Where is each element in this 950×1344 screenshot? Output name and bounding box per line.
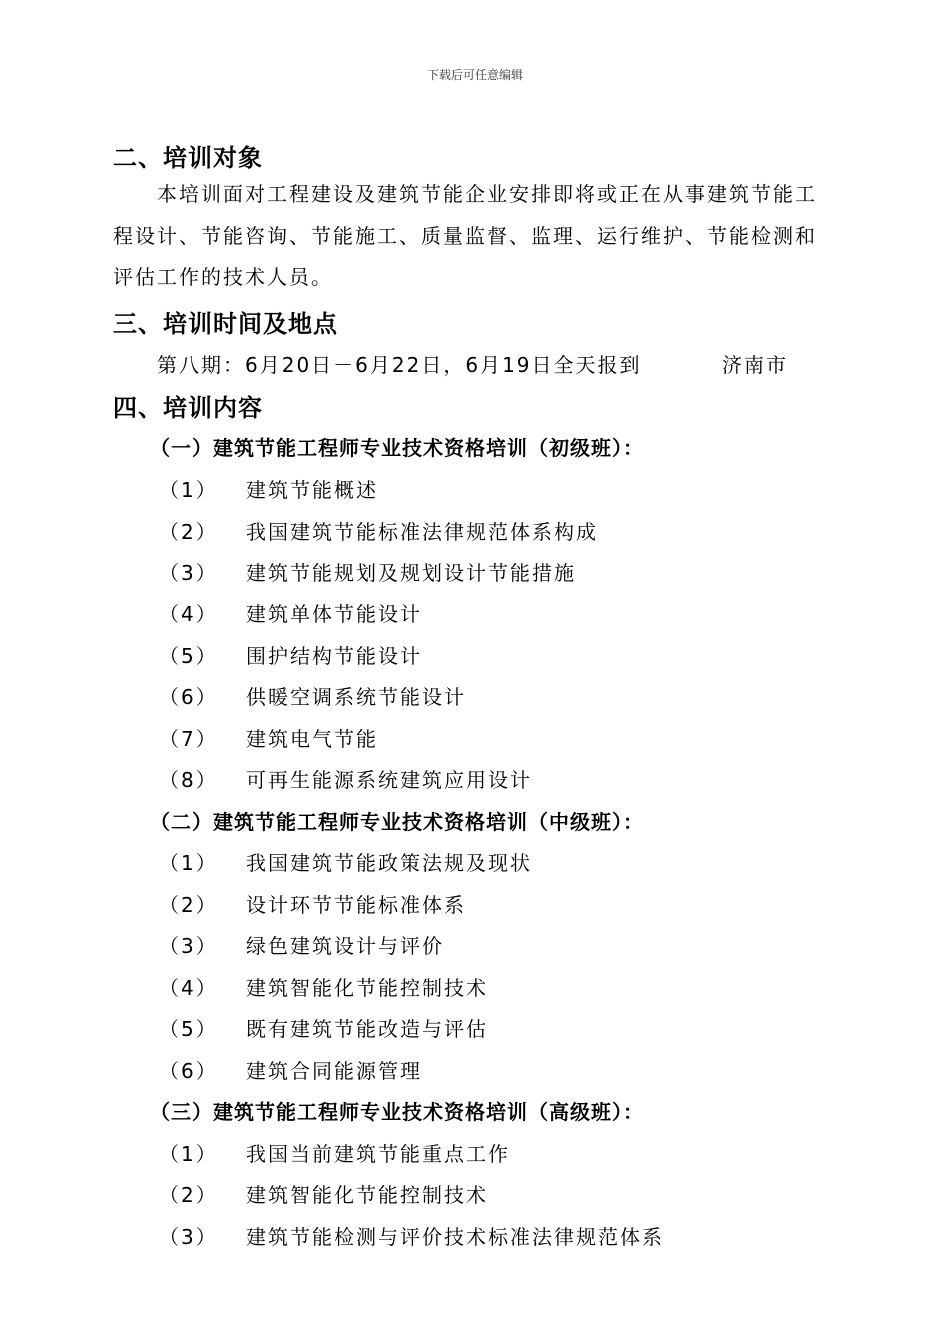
item-text: 绿色建筑设计与评价	[246, 934, 444, 958]
item-text: 我国建筑节能政策法规及现状	[246, 851, 532, 875]
item-text: 建筑合同能源管理	[246, 1059, 422, 1083]
item-text: 可再生能源系统建筑应用设计	[246, 768, 532, 792]
item-number: （7）	[159, 727, 218, 751]
item-number: （2）	[159, 1183, 218, 1207]
schedule-text: 第八期：6月20日－6月22日，6月19日全天报到	[157, 353, 642, 377]
location-text: 济南市	[722, 353, 788, 377]
section-2-heading: 二、培训对象	[113, 144, 263, 172]
header-note: 下载后可任意编辑	[426, 68, 523, 82]
item-number: （8）	[159, 768, 218, 792]
group-title: （三）建筑节能工程师专业技术资格培训（高级班）：	[150, 1100, 644, 1124]
item-number: （3）	[159, 1225, 218, 1249]
item-text: 建筑节能概述	[246, 478, 378, 502]
item-number: （2）	[159, 893, 218, 917]
item-number: （4）	[159, 976, 218, 1000]
item-number: （6）	[159, 685, 218, 709]
item-number: （1）	[159, 1142, 218, 1166]
item-number: （4）	[159, 602, 218, 626]
item-text: 设计环节节能标准体系	[246, 893, 466, 917]
item-text: 我国当前建筑节能重点工作	[246, 1142, 510, 1166]
item-number: （2）	[159, 520, 218, 544]
section-4-heading: 四、培训内容	[113, 394, 263, 422]
item-number: （3）	[159, 934, 218, 958]
item-text: 建筑单体节能设计	[246, 602, 422, 626]
item-number: （5）	[159, 644, 218, 668]
item-number: （1）	[159, 851, 218, 875]
group-title: （一）建筑节能工程师专业技术资格培训（初级班）：	[150, 436, 644, 460]
item-text: 既有建筑节能改造与评估	[246, 1017, 488, 1041]
section-3-heading: 三、培训时间及地点	[113, 310, 338, 338]
item-text: 建筑电气节能	[246, 727, 378, 751]
item-text: 供暖空调系统节能设计	[246, 685, 466, 709]
item-text: 我国建筑节能标准法律规范体系构成	[246, 520, 598, 544]
section-2-body: 本培训面对工程建设及建筑节能企业安排即将或正在从事建筑节能工程设计、节能咨询、节能施工、质量监督、监理、运行维护、节能检测和评估工作的技术人员。	[113, 182, 817, 289]
item-text: 建筑智能化节能控制技术	[246, 1183, 488, 1207]
group-title: （二）建筑节能工程师专业技术资格培训（中级班）：	[150, 810, 644, 834]
item-number: （3）	[159, 561, 218, 585]
item-text: 建筑智能化节能控制技术	[246, 976, 488, 1000]
item-text: 围护结构节能设计	[246, 644, 422, 668]
item-number: （6）	[159, 1059, 218, 1083]
item-text: 建筑节能规划及规划设计节能措施	[246, 561, 576, 585]
item-text: 建筑节能检测与评价技术标准法律规范体系	[246, 1225, 664, 1249]
item-number: （5）	[159, 1017, 218, 1041]
item-number: （1）	[159, 478, 218, 502]
